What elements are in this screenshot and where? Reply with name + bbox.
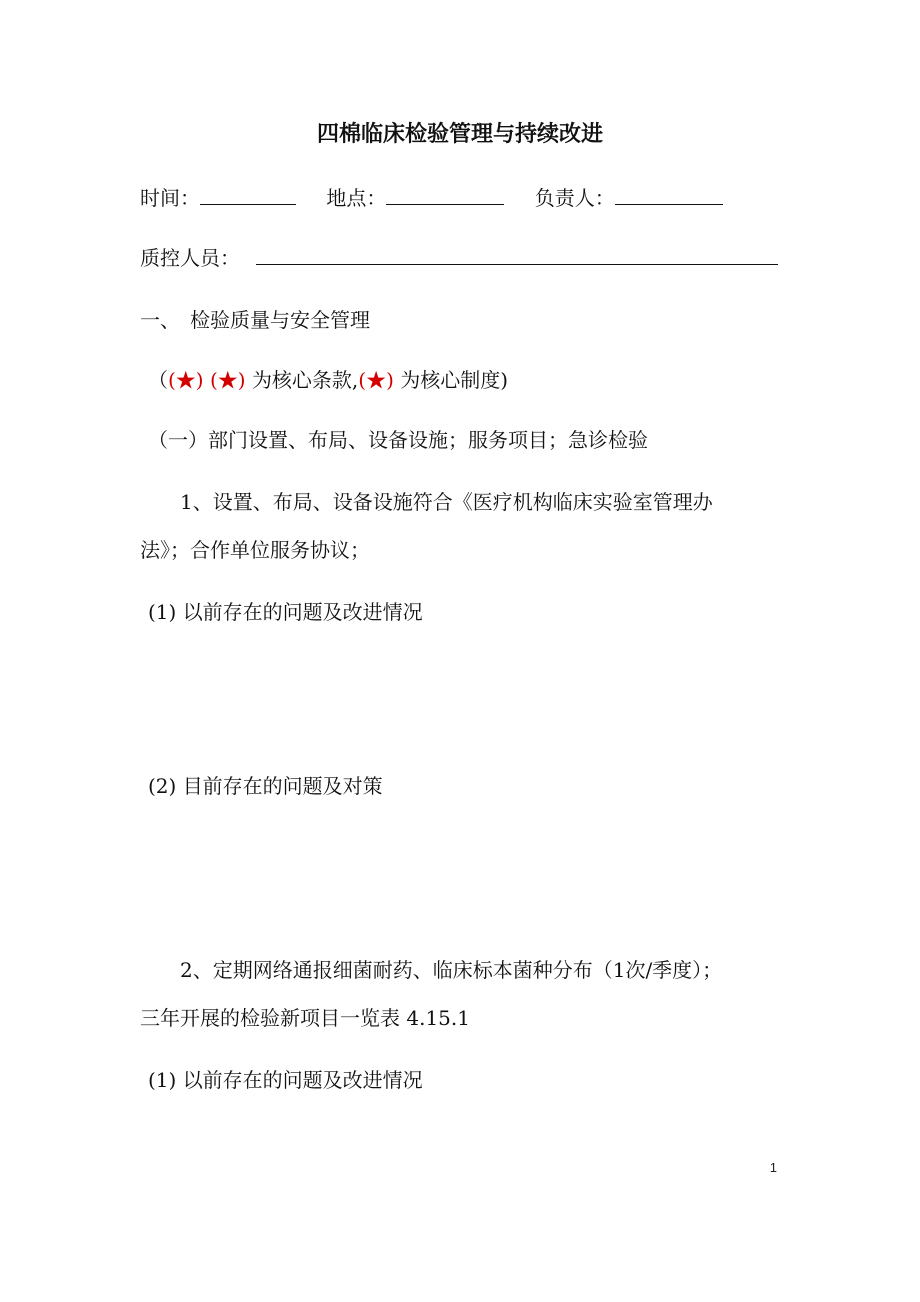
item-2-previous-issues: (1) 以前存在的问题及改进情况 <box>148 1068 423 1092</box>
item-1-current-issues: (2) 目前存在的问题及对策 <box>148 774 383 798</box>
place-blank[interactable] <box>386 184 504 205</box>
item-1-previous-issues: (1) 以前存在的问题及改进情况 <box>148 600 423 624</box>
core-system-star: (★) <box>358 368 394 392</box>
header-fields-row <box>140 184 747 212</box>
core-clause-star-a: (★) <box>168 368 204 392</box>
subsection-heading: （一）部门设置、布局、设备设施；服务项目；急诊检验 <box>148 428 648 452</box>
owner-blank[interactable] <box>615 184 723 205</box>
section-heading: 一、 检验质量与安全管理 <box>140 308 370 332</box>
qc-blank[interactable] <box>256 244 778 265</box>
item-1-line-1: 1、设置、布局、设备设施符合《医疗机构临床实验室管理办 <box>180 490 713 514</box>
legend-open: （ <box>148 368 168 392</box>
legend-line <box>148 366 508 394</box>
time-label: 时间： <box>140 186 200 210</box>
core-clause-star-b: (★) <box>209 368 246 392</box>
legend-core-system-text: 为核心制度) <box>400 368 509 392</box>
item-2-line-2: 三年开展的检验新项目一览表 4.15.1 <box>140 1006 470 1030</box>
time-blank[interactable] <box>200 184 296 205</box>
place-label: 地点： <box>326 186 387 210</box>
page-number: 1 <box>769 1160 777 1175</box>
qc-row <box>140 244 802 272</box>
owner-label: 负责人： <box>534 186 615 210</box>
document-title: 四棉临床检验管理与持续改进 <box>316 122 603 147</box>
item-1-line-2: 法》；合作单位服务协议； <box>140 538 370 562</box>
legend-core-clause-text: 为核心条款, <box>251 368 359 392</box>
item-2-line-1: 2、定期网络通报细菌耐药、临床标本菌种分布（1次/季度）； <box>180 958 723 982</box>
qc-label: 质控人员： <box>140 246 240 270</box>
